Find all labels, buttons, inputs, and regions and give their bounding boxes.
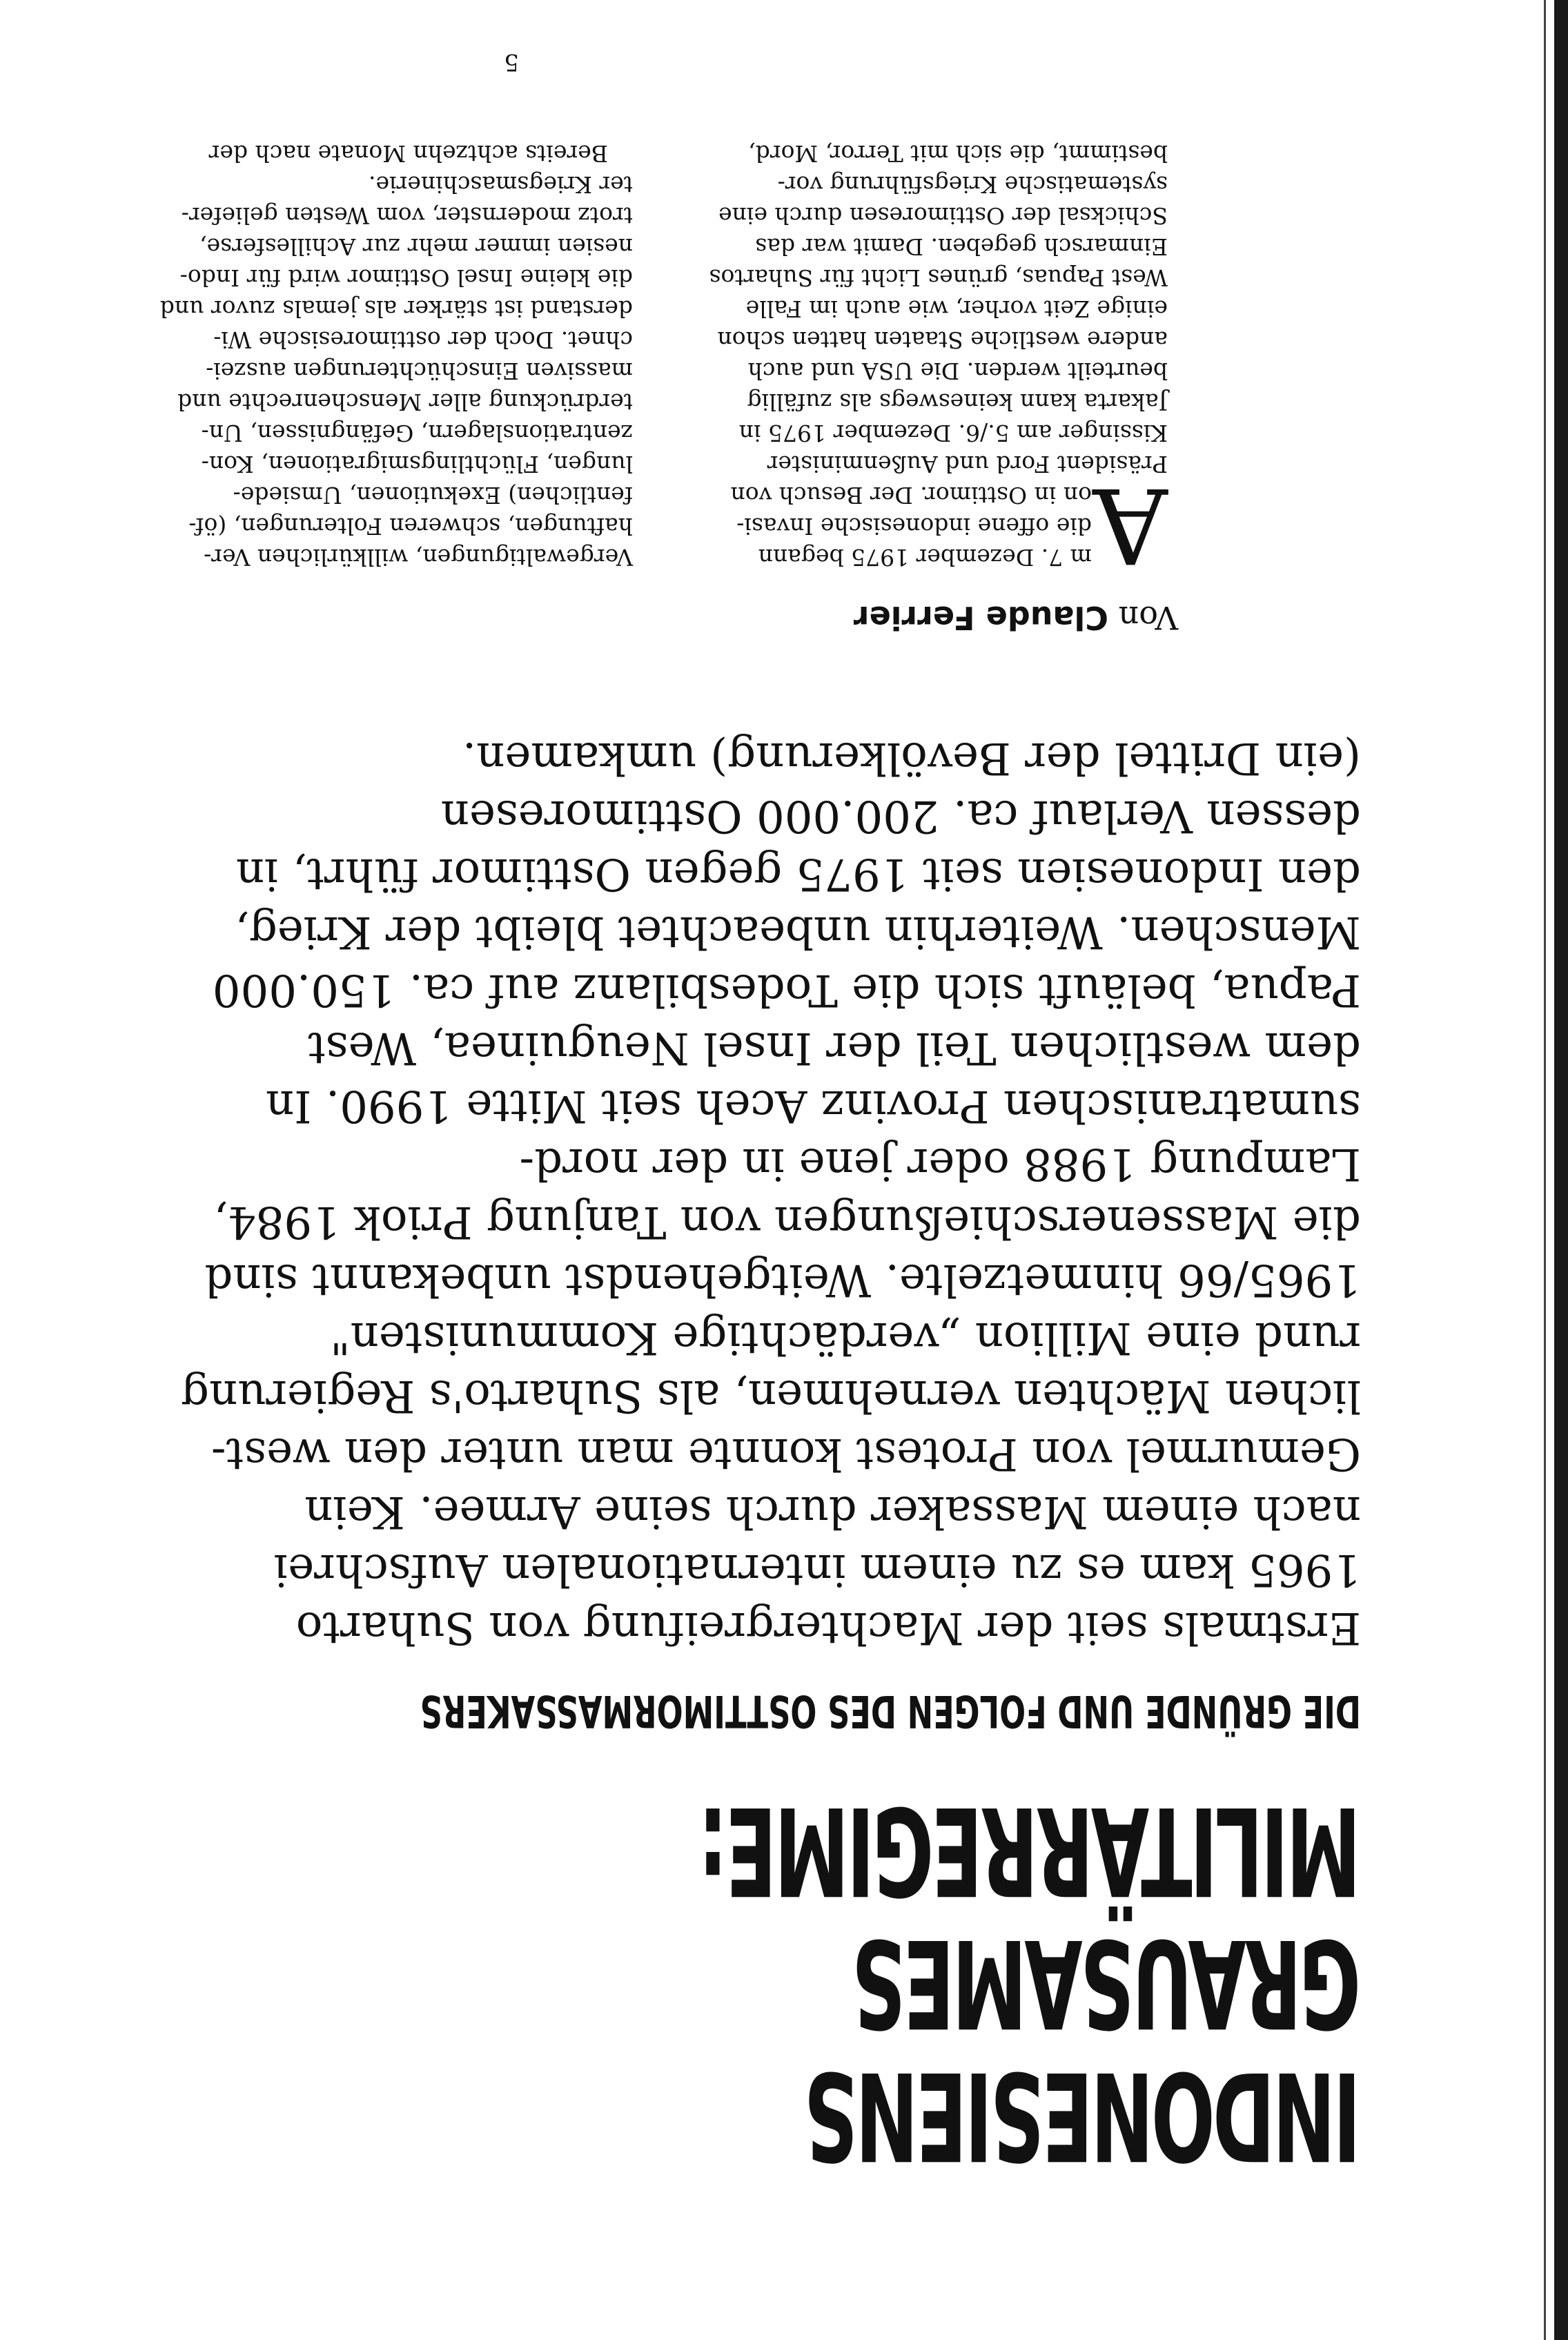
column-line: haftungen, schweren Folterungen, (öf- [188, 513, 633, 540]
lead-line: dessen Verlauf ca. 200.000 Osttimoresen [440, 790, 1361, 841]
headline-line-2: GRAUSAMES [854, 1912, 1361, 2054]
lead-line: nach einem Massaker durch seine Armee. Kein [304, 1486, 1361, 1537]
column-line: Bereits achtzehn Monate nach der [208, 140, 608, 167]
body-column-left [671, 138, 1168, 585]
column-line: m 7. Dezember 1975 begann [758, 544, 1092, 571]
column-line: on in Osttimor. Der Besuch von [730, 482, 1092, 509]
lead-paragraph [50, 729, 1361, 1657]
column-line: einige Zeit vorher, wie auch im Falle [745, 295, 1168, 322]
column-line: die offene indonesische Invasi- [736, 513, 1092, 540]
column-line: Kissinger am 5./6. Dezember 1975 in [738, 420, 1168, 447]
page-number: 5 [504, 48, 519, 76]
column-line: systematische Kriegsführung vor- [777, 171, 1168, 198]
column-line: nesien immer mehr zur Achillesferse, [199, 233, 633, 260]
column-line: derstand ist stärker als jemals zuvor und [159, 295, 633, 322]
column-line: Jakarta kann keineswegs als zufällig [747, 389, 1168, 416]
lead-line: Erstmals seit der Machtergreifung von Suharto [295, 1602, 1361, 1653]
column-line: lungen, Flüchtlingsmigrationen, Kon- [201, 451, 633, 478]
scan-edge-line [1544, 0, 1546, 2340]
headline [591, 1780, 1361, 2186]
column-line: Präsident Ford und Außenminister [767, 451, 1168, 478]
lead-line: dem westlichen Teil der Insel Neuguinea, West [308, 1022, 1361, 1073]
dropcap: A [1092, 465, 1168, 585]
body-column-right [136, 138, 633, 573]
lead-line: die Massenerschießungen von Tanjung Priok 1984, [213, 1196, 1361, 1247]
lead-line: Gemurmel von Protest konnte man unter den west- [210, 1428, 1361, 1479]
headline-line-3: MILITÄRREGIME: [700, 1780, 1361, 1921]
lead-line: Menschen. Weiterhin unbeachtet bleibt der Krieg, [235, 906, 1361, 957]
lead-line: 1965/66 hinmetzelte. Weitgehendst unbekannt sind [204, 1254, 1361, 1305]
column-line: zentrationslagern, Gefängnissen, Un- [201, 420, 633, 447]
lead-line: den Indonesien seit 1975 gegen Osttimor führt, in [235, 848, 1361, 899]
column-line: terdrückung aller Menschenrechte und [177, 389, 633, 416]
column-line: chnet. Doch der osttimoresische Wi- [213, 326, 633, 353]
column-line: Schicksal der Osttimoresen durch eine [718, 202, 1168, 229]
lead-line: (ein Drittel der Bevölkerung) umkamen. [462, 732, 1361, 783]
column-line: West Papuas, grünes Licht für Suhartos [709, 264, 1168, 291]
column-line: andere westliche Staaten hatten schon [717, 326, 1168, 353]
column-line: bestimmt, die sich mit Terror, Mord, [748, 140, 1168, 167]
byline-prefix: Von [1118, 599, 1178, 636]
byline-author: Claude Ferrier [853, 599, 1109, 636]
lead-line: Lampung 1988 oder jene in der nord- [519, 1138, 1361, 1189]
column-line: Vergewaltigungen, willkürlichen Ver- [204, 544, 633, 571]
column-line: die kleine Insel Osttimor wird für Indo- [179, 264, 633, 291]
lead-line: sumatranischen Provinz Aceh seit Mitte 1990. In [266, 1080, 1361, 1131]
byline [350, 597, 1178, 638]
column-line: beurteilt werden. Die USA und auch [747, 358, 1168, 384]
column-line: massiven Einschüchterungen auszei- [206, 358, 633, 384]
lead-line: lichen Mächten vernehmen, als Suharto's Regierung [181, 1370, 1361, 1421]
lead-line: rund eine Million „verdächtige Kommunisten" [330, 1312, 1361, 1363]
column-line: Einmarsch gegeben. Damit war das [755, 233, 1168, 260]
column-line: fentlichen) Exekutionen, Umsiede- [233, 482, 633, 509]
subheadline: DIE GRÜNDE UND FOLGEN DES OSTTIMORMASSAKERS [420, 1685, 1361, 1736]
column-line: ter Kriegsmaschinerie. [369, 171, 633, 198]
lead-line: Papua, beläuft sich die Todesbilanz auf ca. 150.000 [212, 964, 1361, 1015]
column-line: trotz modernster, vom Westen geliefer- [181, 202, 633, 229]
scan-edge-bar [1554, 0, 1568, 2340]
headline-line-1: INDONESIENS [806, 2045, 1361, 2186]
lead-line: 1965 kam es zu einem internationalen Aufschrei [273, 1544, 1361, 1595]
